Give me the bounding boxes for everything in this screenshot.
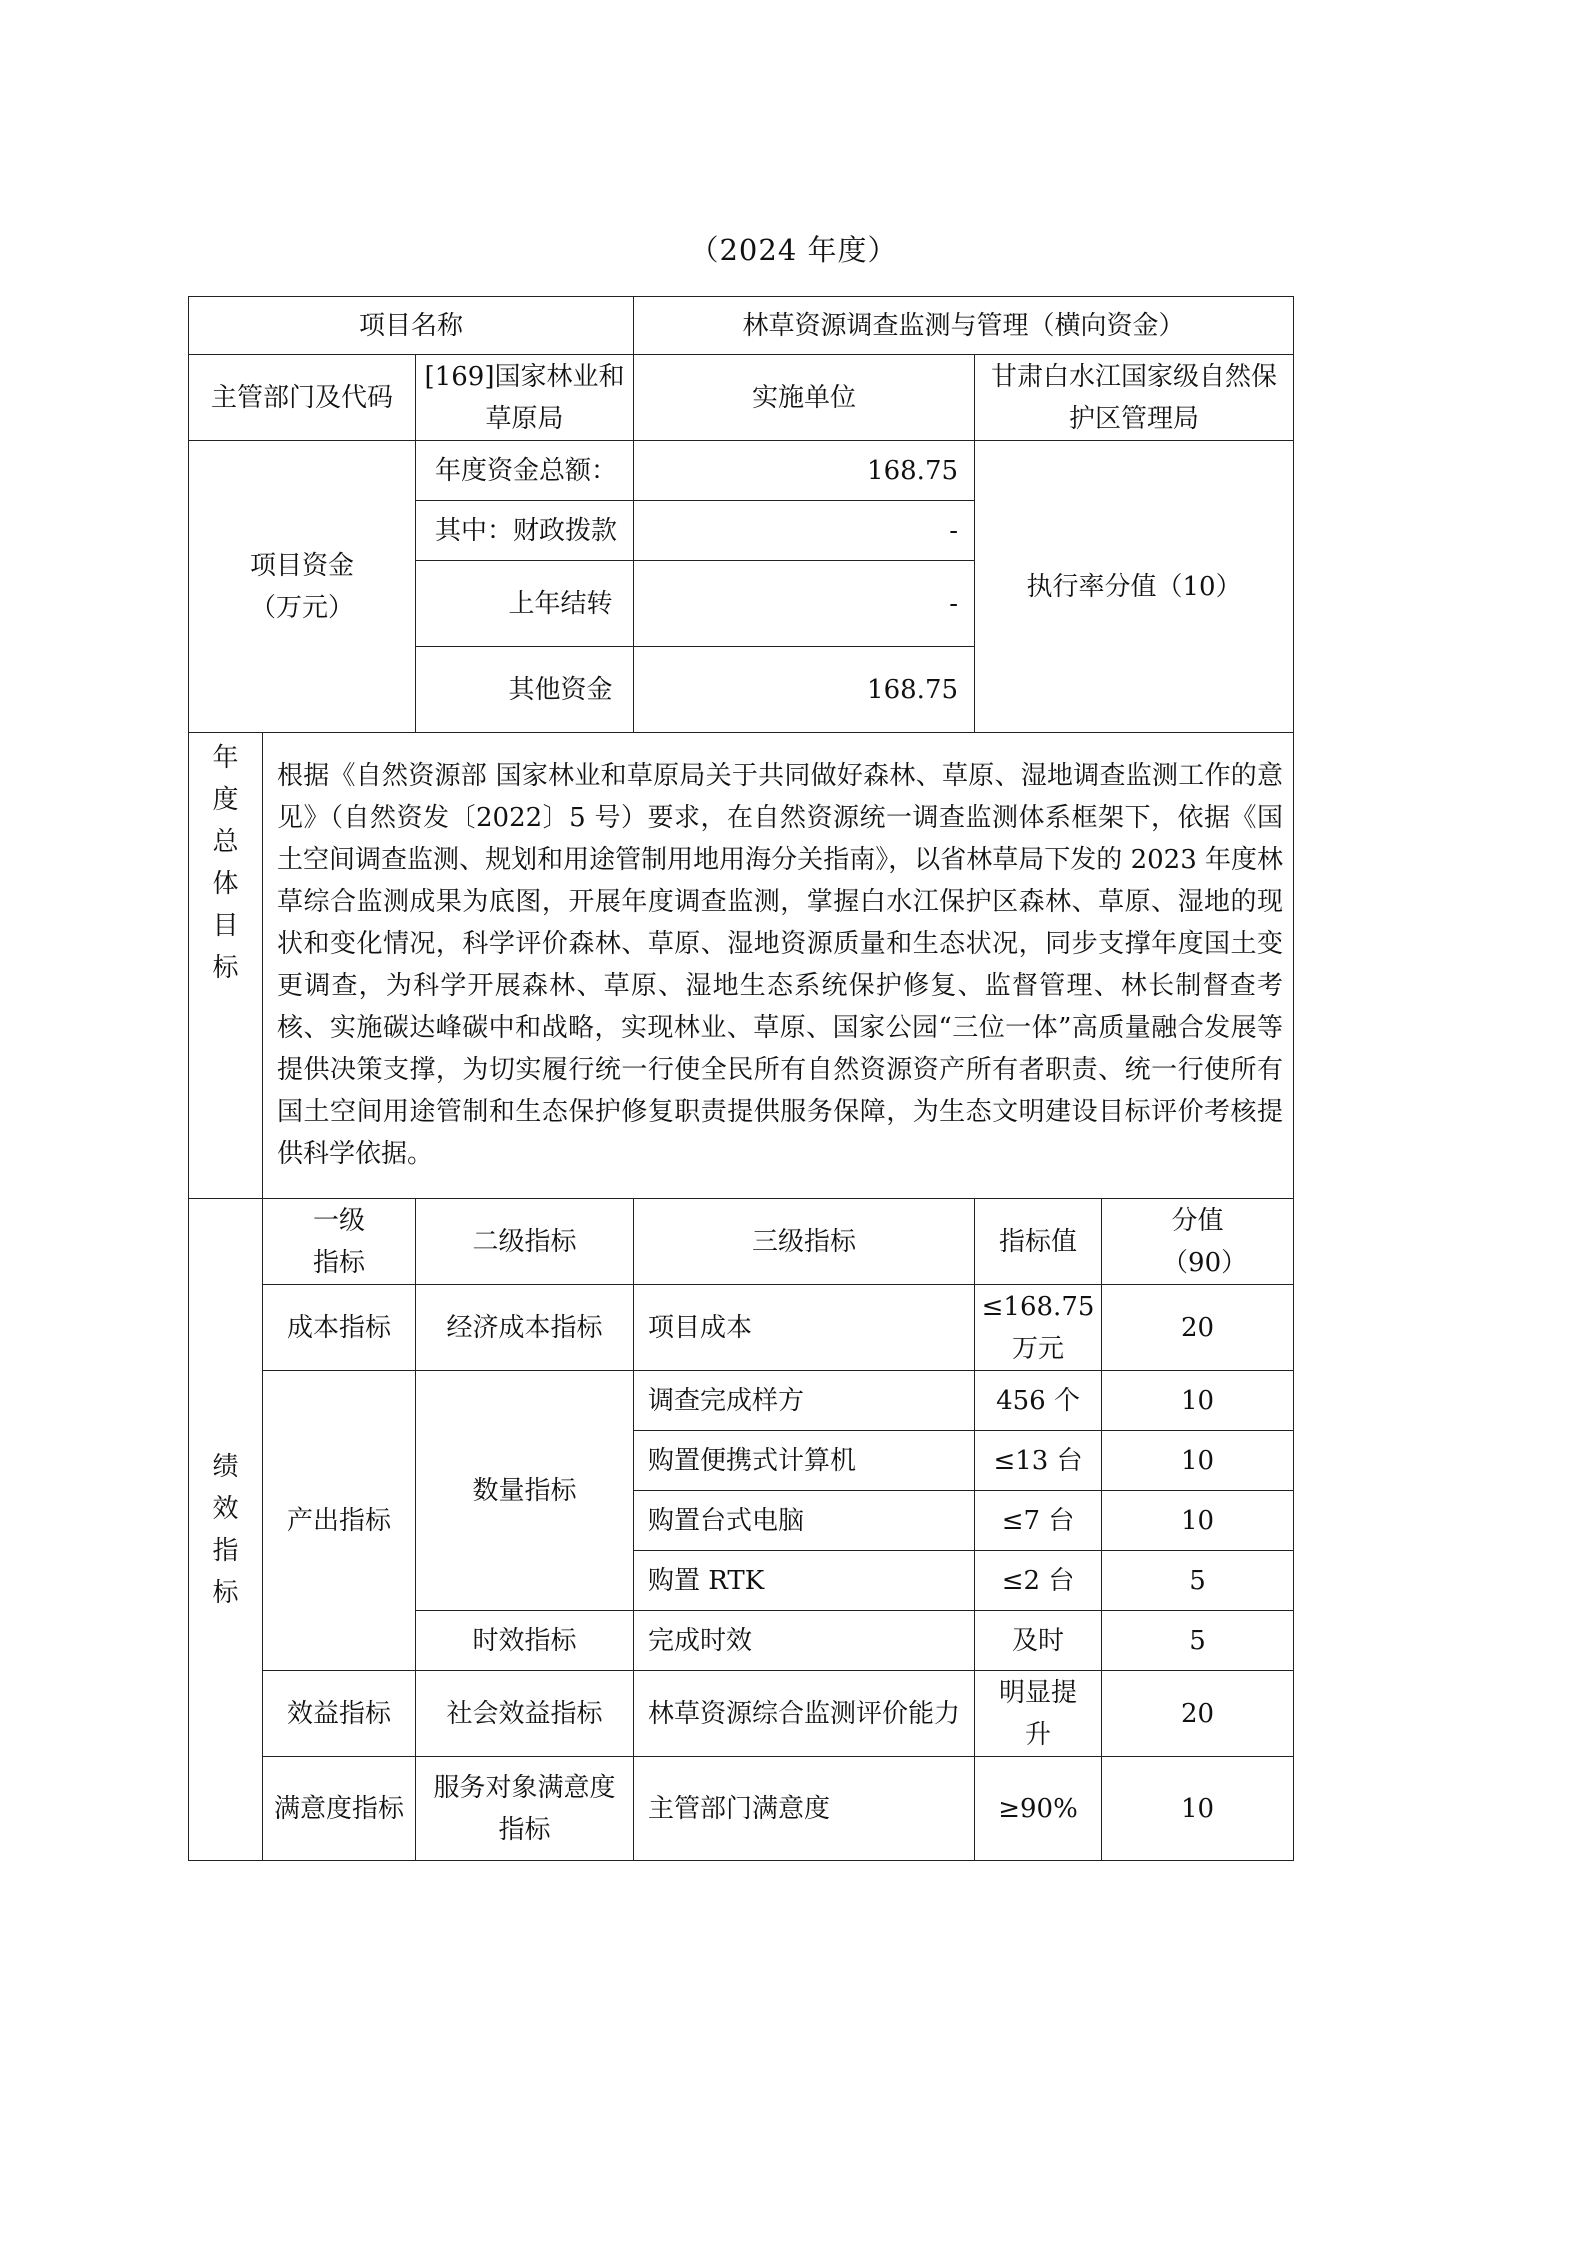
funds-total-row [189, 441, 1294, 501]
benefit-level1: 效益指标 [263, 1671, 416, 1757]
funds-fiscal-label: 其中：财政拨款 [416, 501, 634, 561]
header-value: 指标值 [975, 1199, 1102, 1285]
quantity-level2: 数量指标 [416, 1371, 634, 1611]
annual-goal-row [189, 733, 1294, 1199]
funds-other-value: 168.75 [634, 647, 975, 733]
department-label: 主管部门及代码 [189, 355, 416, 441]
output-value: 456 个 [975, 1371, 1102, 1431]
implementing-unit-label: 实施单位 [634, 355, 975, 441]
output-row-1 [189, 1371, 1294, 1431]
department-value: [169]国家林业和草原局 [416, 355, 634, 441]
header-level3: 三级指标 [634, 1199, 975, 1285]
satisfaction-score: 10 [1102, 1757, 1294, 1861]
performance-target-table [188, 296, 1294, 1861]
cost-row [189, 1285, 1294, 1371]
satisfaction-row [189, 1757, 1294, 1861]
funds-carryover-value: - [634, 561, 975, 647]
header-level1: 一级指标 [263, 1199, 416, 1285]
funds-total-label: 年度资金总额： [416, 441, 634, 501]
benefit-level3: 林草资源综合监测评价能力 [634, 1671, 975, 1757]
cost-value: ≤168.75万元 [975, 1285, 1102, 1371]
output-value: ≤13 台 [975, 1431, 1102, 1491]
timeliness-level3: 完成时效 [634, 1611, 975, 1671]
execution-rate-label: 执行率分值（10） [975, 441, 1294, 733]
cost-level1: 成本指标 [263, 1285, 416, 1371]
output-score: 5 [1102, 1551, 1294, 1611]
funds-total-value: 168.75 [634, 441, 975, 501]
cost-level3: 项目成本 [634, 1285, 975, 1371]
header-score: 分值（90） [1102, 1199, 1294, 1285]
output-score: 10 [1102, 1431, 1294, 1491]
satisfaction-level2: 服务对象满意度指标 [416, 1757, 634, 1861]
cost-level2: 经济成本指标 [416, 1285, 634, 1371]
department-row [189, 355, 1294, 441]
output-level3: 购置便携式计算机 [634, 1431, 975, 1491]
funds-other-label: 其他资金 [416, 647, 634, 733]
output-score: 10 [1102, 1371, 1294, 1431]
perf-header-row [189, 1199, 1294, 1285]
perf-label: 绩效指标 [189, 1199, 263, 1861]
benefit-value: 明显提升 [975, 1671, 1102, 1757]
year-title: （2024 年度） [689, 233, 898, 267]
implementing-unit-value: 甘肃白水江国家级自然保护区管理局 [975, 355, 1294, 441]
header-level2: 二级指标 [416, 1199, 634, 1285]
annual-goal-text: 根据《自然资源部 国家林业和草原局关于共同做好森林、草原、湿地调查监测工作的意见》（自然资发〔2022〕5 号）要求，在自然资源统一调查监测体系框架下，依据《国土空间调查监测、规划和用途管制用地用海分关指南》，以省林草局下发的 2023 年度林草综合监测成果为底图，开展年度调查监测，掌握白水江保护区森林、草原、湿地的现状和变化情况，科学评价森林、草原、湿地资源质量和生态状况，同步支撑年度国土变更调查，为科学开展森林、草原、湿地生态系统保护修复、监督管理、林长制督查考核、实施碳达峰碳中和战略，实现林业、草原、国家公园“三位一体”高质量融合发展等提供决策支撑，为切实履行统一行使全民所有自然资源资产所有者职责、统一行使所有国土空间用途管制和生态保护修复职责提供服务保障，为生态文明建设目标评价考核提供科学依据。 [263, 733, 1294, 1199]
annual-goal-label: 年度总体目标 [189, 733, 263, 1199]
benefit-row [189, 1671, 1294, 1757]
output-level3: 购置台式电脑 [634, 1491, 975, 1551]
cost-score: 20 [1102, 1285, 1294, 1371]
output-level3: 调查完成样方 [634, 1371, 975, 1431]
satisfaction-level3: 主管部门满意度 [634, 1757, 975, 1861]
funds-fiscal-value: - [634, 501, 975, 561]
timeliness-score: 5 [1102, 1611, 1294, 1671]
output-value: ≤7 台 [975, 1491, 1102, 1551]
benefit-score: 20 [1102, 1671, 1294, 1757]
output-value: ≤2 台 [975, 1551, 1102, 1611]
output-level1: 产出指标 [263, 1371, 416, 1671]
satisfaction-value: ≥90% [975, 1757, 1102, 1861]
benefit-level2: 社会效益指标 [416, 1671, 634, 1757]
project-name-row [189, 297, 1294, 355]
output-score: 10 [1102, 1491, 1294, 1551]
satisfaction-level1: 满意度指标 [263, 1757, 416, 1861]
project-name-value: 林草资源调查监测与管理（横向资金） [634, 297, 1294, 355]
output-level3: 购置 RTK [634, 1551, 975, 1611]
funds-carryover-label: 上年结转 [416, 561, 634, 647]
timeliness-value: 及时 [975, 1611, 1102, 1671]
project-name-label: 项目名称 [189, 297, 634, 355]
timeliness-level2: 时效指标 [416, 1611, 634, 1671]
funds-label: 项目资金（万元） [189, 441, 416, 733]
